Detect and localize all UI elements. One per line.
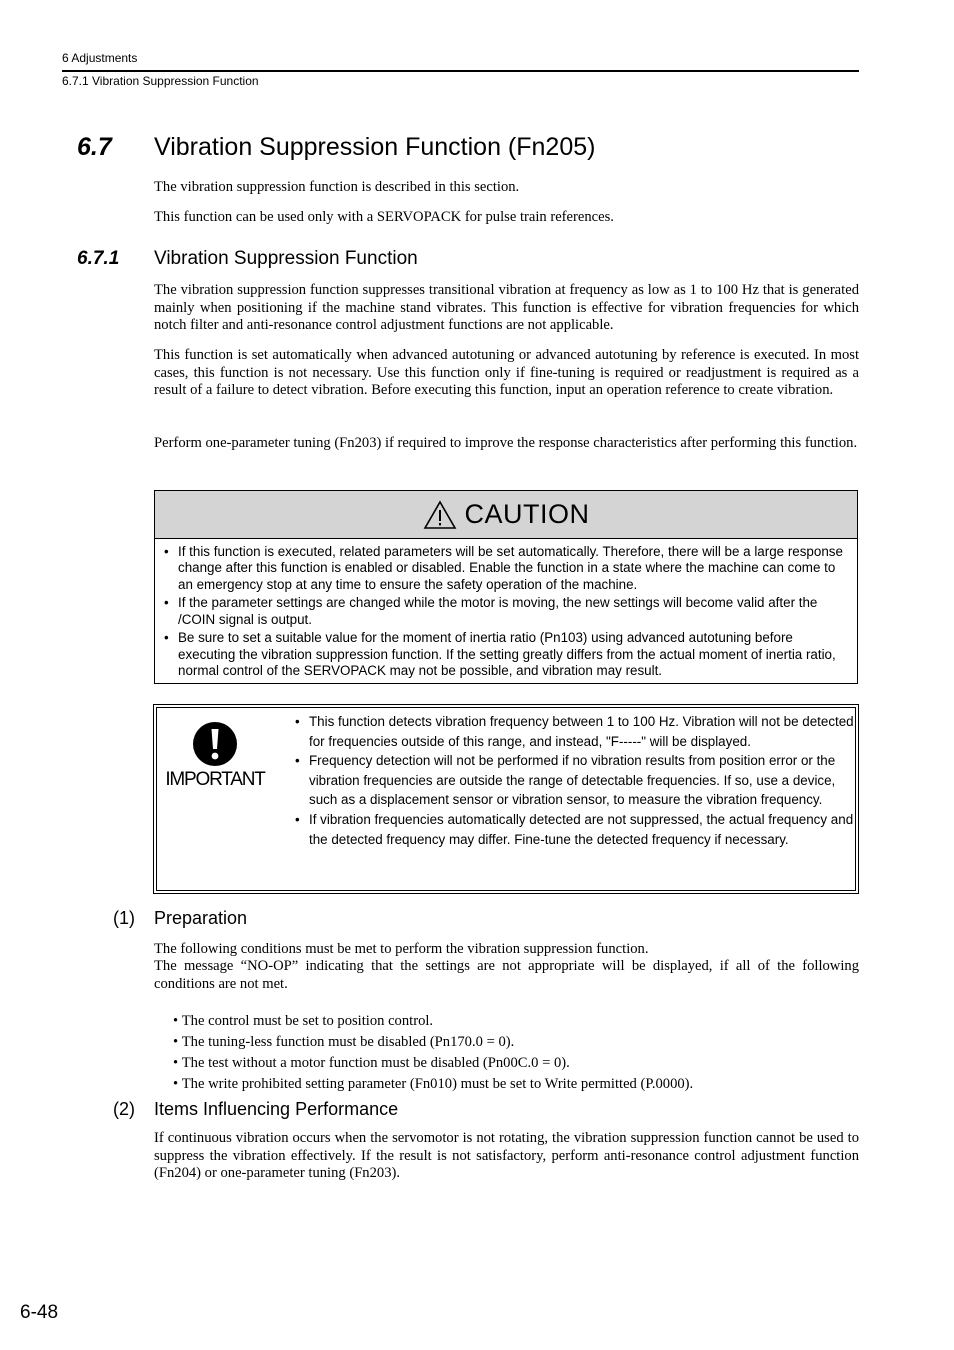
preparation-conditions [173, 1011, 859, 1095]
preparation-text: The following conditions must be met to perform the vibration suppression function. [154, 941, 649, 957]
header-chapter: 6 Adjustments [62, 51, 138, 65]
important-item: • This function detects vibration frequency between 1 to 100 Hz. Vibration will not be detected for frequencies outside of this range, and instead, "F-----" will be displayed. [309, 712, 854, 751]
warning-triangle-icon [423, 500, 457, 530]
performance-number: (2) [113, 1099, 135, 1119]
caution-item: • If the parameter settings are changed while the motor is moving, the new settings will become valid after the /COIN signal is output. [178, 595, 845, 628]
important-inner-frame [156, 707, 856, 891]
condition-item: • The test without a motor function must be disabled (Pn00C.0 = 0). [173, 1053, 859, 1074]
important-item: • If vibration frequencies automatically detected are not suppressed, the actual frequency and the detected frequency may differ. Fine-tune the detected frequency if necessary. [309, 810, 854, 849]
important-item: • Frequency detection will not be performed if no vibration results from position error or the vibration frequencies are outside the range of detectable frequencies. If so, use a device, such as a displacement sensor or vibration sensor, to measure the vibration frequency. [309, 751, 854, 810]
intro-paragraph-2: This function can be used only with a SERVOPACK for pulse train references. [154, 209, 614, 225]
section-title: Vibration Suppression Function (Fn205) [154, 133, 596, 161]
body-paragraph-2: This function is set automatically when advanced autotuning or advanced autotuning by reference is executed. In most cases, this function is not necessary. Use this function only if fine-tuning is required or readjustment is required as a result of a failure to detect vibration. Before executing this function, input an operation reference to create vibration. [154, 347, 859, 399]
condition-item: • The tuning-less function must be disabled (Pn170.0 = 0). [173, 1032, 859, 1053]
caution-box [154, 490, 858, 684]
important-box [153, 704, 859, 894]
subsection-number: 6.7.1 [77, 248, 120, 269]
body-paragraph-1: The vibration suppression function suppresses transitional vibration at frequency as low as 1 to 100 Hz that is generated mainly when positioning if the machine stand vibrates. This function is effective for vibration frequencies for which notch filter and anti-resonance control adjustment functions are not applicable. [154, 282, 859, 334]
preparation-number: (1) [113, 908, 135, 928]
performance-heading [113, 1099, 398, 1120]
section-heading [77, 133, 595, 162]
caution-item: • If this function is executed, related parameters will be set automatically. Therefore, there will be a large response change after this function is enabled or disabled. Enable the function in a state where the machine can come to an emergency stop at any time to ensure the safety operation of the machine. [178, 544, 845, 593]
important-list [309, 712, 854, 849]
preparation-text-2: The message “NO-OP” indicating that the settings are not appropriate will be displayed, if all of the following conditions are not met. [154, 958, 859, 992]
caution-header [155, 491, 857, 539]
intro-paragraph-1: The vibration suppression function is described in this section. [154, 179, 520, 195]
header-section: 6.7.1 Vibration Suppression Function [62, 74, 259, 88]
caution-list [155, 539, 857, 679]
page-number: 6-48 [20, 1302, 59, 1323]
performance-text: If continuous vibration occurs when the servomotor is not rotating, the vibration suppression function cannot be used to suppress the vibration effectively. If the result is not satisfactory, perform anti-resonance control adjustment function (Fn204) or one-parameter tuning (Fn203). [154, 1130, 859, 1182]
important-label: IMPORTANT [165, 769, 265, 790]
header-rule [62, 70, 859, 72]
caution-item: • Be sure to set a suitable value for the moment of inertia ratio (Pn103) using advanced autotuning before executing the vibration suppression function. If the setting greatly differs from the actual moment of inertia ratio, normal control of the SERVOPACK may not be possible, and vibration may result. [178, 630, 845, 679]
condition-item: • The control must be set to position control. [173, 1011, 859, 1032]
subsection-heading [77, 248, 418, 270]
caution-title: CAUTION [464, 499, 590, 529]
condition-item: • The write prohibited setting parameter (Fn010) must be set to Write permitted (P.0000). [173, 1074, 859, 1095]
exclamation-icon [192, 721, 238, 767]
preparation-heading [113, 908, 247, 929]
preparation-title: Preparation [154, 908, 248, 928]
subsection-title: Vibration Suppression Function [154, 248, 418, 269]
section-number: 6.7 [77, 133, 112, 161]
performance-title: Items Influencing Performance [154, 1099, 399, 1119]
body-paragraph-3: Perform one-parameter tuning (Fn203) if required to improve the response characteristics after performing this function. [154, 435, 858, 451]
